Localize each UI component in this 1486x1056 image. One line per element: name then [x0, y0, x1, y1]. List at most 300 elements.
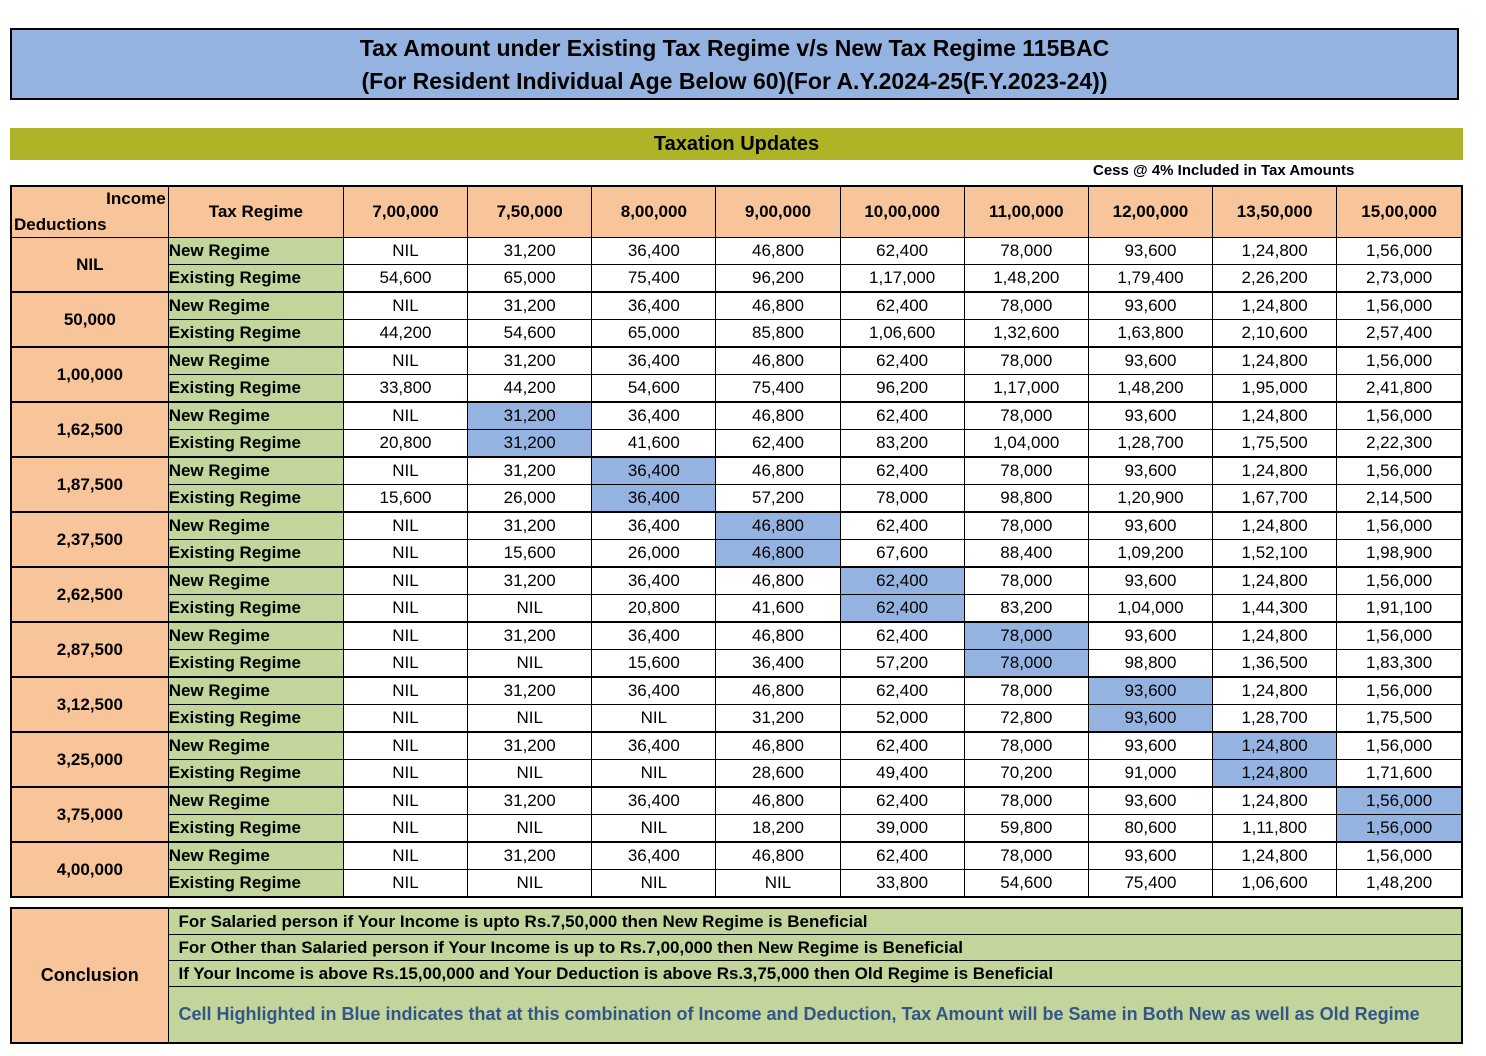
tax-value-cell: 1,56,000 [1337, 677, 1462, 705]
tax-value-cell: 1,56,000 [1337, 732, 1462, 760]
tax-value-cell: 1,24,800 [1213, 732, 1337, 760]
new-regime-label: New Regime [168, 457, 343, 485]
tax-value-cell: 36,400 [592, 842, 716, 870]
existing-regime-label: Existing Regime [168, 430, 343, 458]
tax-value-cell: 62,400 [840, 567, 964, 595]
income-header: 10,00,000 [840, 186, 964, 238]
corner-cell [11, 186, 168, 238]
tax-value-cell: 57,200 [716, 485, 840, 513]
tax-value-cell: 46,800 [716, 347, 840, 375]
tax-value-cell: 36,400 [592, 402, 716, 430]
conclusion-table [10, 907, 1463, 1044]
tax-value-cell: 1,56,000 [1337, 567, 1462, 595]
tax-value-cell: 28,600 [716, 760, 840, 788]
conclusion-line-2: For Other than Salaried person if Your Income is up to Rs.7,00,000 then New Regime is Beneficial [168, 935, 1462, 961]
tax-value-cell: 1,98,900 [1337, 540, 1462, 568]
table-row [11, 485, 1462, 513]
deduction-cell: 1,00,000 [11, 347, 168, 402]
tax-value-cell: 1,06,600 [1213, 870, 1337, 898]
tax-value-cell: 62,400 [840, 457, 964, 485]
tax-value-cell: 70,200 [964, 760, 1088, 788]
tax-value-cell: 20,800 [592, 595, 716, 623]
table-row [11, 787, 1462, 815]
existing-regime-label: Existing Regime [168, 595, 343, 623]
table-row [11, 430, 1462, 458]
tax-value-cell: 31,200 [468, 567, 592, 595]
tax-value-cell: NIL [343, 815, 467, 843]
tax-value-cell: 1,24,800 [1213, 292, 1337, 320]
tax-value-cell: NIL [343, 842, 467, 870]
tax-value-cell: 78,000 [840, 485, 964, 513]
existing-regime-label: Existing Regime [168, 650, 343, 678]
tax-value-cell: 31,200 [468, 787, 592, 815]
taxation-updates-banner: Taxation Updates [10, 128, 1463, 160]
tax-value-cell: 62,400 [840, 677, 964, 705]
tax-value-cell: 93,600 [1088, 677, 1212, 705]
tax-value-cell: NIL [343, 760, 467, 788]
tax-value-cell: 1,75,500 [1213, 430, 1337, 458]
tax-value-cell: 96,200 [716, 265, 840, 293]
tax-value-cell: 36,400 [592, 457, 716, 485]
tax-value-cell: NIL [343, 870, 467, 898]
tax-value-cell: 62,400 [840, 292, 964, 320]
tax-value-cell: 1,06,600 [840, 320, 964, 348]
tax-value-cell: 96,200 [840, 375, 964, 403]
tax-value-cell: 78,000 [964, 787, 1088, 815]
tax-value-cell: 36,400 [592, 622, 716, 650]
tax-value-cell: 26,000 [468, 485, 592, 513]
tax-value-cell: NIL [592, 870, 716, 898]
tax-value-cell: 1,56,000 [1337, 402, 1462, 430]
page-title [10, 28, 1459, 100]
tax-value-cell: 75,400 [1088, 870, 1212, 898]
tax-value-cell: NIL [343, 402, 467, 430]
tax-value-cell: 1,83,300 [1337, 650, 1462, 678]
new-regime-label: New Regime [168, 622, 343, 650]
tax-value-cell: 78,000 [964, 677, 1088, 705]
tax-value-cell: 1,75,500 [1337, 705, 1462, 733]
tax-value-cell: NIL [343, 512, 467, 540]
tax-value-cell: NIL [343, 238, 467, 265]
tax-value-cell: 1,11,800 [1213, 815, 1337, 843]
tax-value-cell: 62,400 [840, 842, 964, 870]
tax-value-cell: 1,56,000 [1337, 787, 1462, 815]
table-row [11, 595, 1462, 623]
tax-value-cell: 93,600 [1088, 402, 1212, 430]
tax-value-cell: NIL [343, 677, 467, 705]
conclusion-line-3: If Your Income is above Rs.15,00,000 and Your Deduction is above Rs.3,75,000 then Old Regime is Beneficial [168, 961, 1462, 987]
corner-deductions-label: Deductions [14, 215, 107, 234]
tax-value-cell: 26,000 [592, 540, 716, 568]
tax-value-cell: 1,04,000 [1088, 595, 1212, 623]
new-regime-label: New Regime [168, 842, 343, 870]
tax-value-cell: 46,800 [716, 842, 840, 870]
tax-value-cell: 65,000 [468, 265, 592, 293]
deduction-cell: NIL [11, 238, 168, 293]
tax-value-cell: 57,200 [840, 650, 964, 678]
tax-value-cell: NIL [343, 787, 467, 815]
tax-value-cell: 36,400 [592, 238, 716, 265]
tax-value-cell: 2,14,500 [1337, 485, 1462, 513]
income-header: 7,50,000 [468, 186, 592, 238]
new-regime-label: New Regime [168, 732, 343, 760]
tax-value-cell: 62,400 [840, 622, 964, 650]
tax-value-cell: NIL [343, 347, 467, 375]
tax-value-cell: NIL [343, 622, 467, 650]
existing-regime-label: Existing Regime [168, 320, 343, 348]
tax-value-cell: NIL [343, 457, 467, 485]
tax-value-cell: 2,26,200 [1213, 265, 1337, 293]
tax-value-cell: 36,400 [592, 732, 716, 760]
tax-value-cell: 1,17,000 [964, 375, 1088, 403]
tax-value-cell: 44,200 [343, 320, 467, 348]
tax-value-cell: 1,24,800 [1213, 402, 1337, 430]
tax-value-cell: NIL [343, 540, 467, 568]
tax-value-cell: 83,200 [964, 595, 1088, 623]
deduction-cell: 4,00,000 [11, 842, 168, 897]
tax-value-cell: 1,48,200 [1337, 870, 1462, 898]
corner-income-label: Income [106, 189, 166, 208]
tax-value-cell: NIL [343, 292, 467, 320]
table-row [11, 705, 1462, 733]
tax-value-cell: 46,800 [716, 540, 840, 568]
tax-value-cell: 46,800 [716, 512, 840, 540]
new-regime-label: New Regime [168, 292, 343, 320]
tax-value-cell: 62,400 [840, 595, 964, 623]
tax-value-cell: 15,600 [468, 540, 592, 568]
tax-value-cell: 1,24,800 [1213, 760, 1337, 788]
tax-value-cell: 49,400 [840, 760, 964, 788]
tax-value-cell: 1,56,000 [1337, 815, 1462, 843]
existing-regime-label: Existing Regime [168, 265, 343, 293]
table-row [11, 760, 1462, 788]
tax-value-cell: NIL [716, 870, 840, 898]
tax-value-cell: 46,800 [716, 567, 840, 595]
tax-value-cell: 1,56,000 [1337, 457, 1462, 485]
tax-value-cell: 44,200 [468, 375, 592, 403]
tax-value-cell: 52,000 [840, 705, 964, 733]
tax-value-cell: 31,200 [468, 457, 592, 485]
income-header: 15,00,000 [1337, 186, 1462, 238]
tax-value-cell: 59,800 [964, 815, 1088, 843]
tax-value-cell: 1,71,600 [1337, 760, 1462, 788]
tax-value-cell: 46,800 [716, 238, 840, 265]
deduction-cell: 2,87,500 [11, 622, 168, 677]
table-row [11, 265, 1462, 293]
tax-value-cell: 36,400 [592, 787, 716, 815]
deduction-cell: 1,87,500 [11, 457, 168, 512]
deduction-cell: 3,12,500 [11, 677, 168, 732]
tax-value-cell: 2,10,600 [1213, 320, 1337, 348]
new-regime-label: New Regime [168, 677, 343, 705]
tax-value-cell: 93,600 [1088, 238, 1212, 265]
deduction-cell: 2,62,500 [11, 567, 168, 622]
tax-value-cell: 46,800 [716, 622, 840, 650]
tax-value-cell: 31,200 [468, 732, 592, 760]
tax-value-cell: 91,000 [1088, 760, 1212, 788]
tax-value-cell: 93,600 [1088, 622, 1212, 650]
tax-value-cell: 1,56,000 [1337, 238, 1462, 265]
tax-value-cell: 15,600 [343, 485, 467, 513]
tax-value-cell: 1,28,700 [1213, 705, 1337, 733]
deduction-cell: 2,37,500 [11, 512, 168, 567]
tax-value-cell: 15,600 [592, 650, 716, 678]
tax-value-cell: 31,200 [716, 705, 840, 733]
tax-value-cell: 18,200 [716, 815, 840, 843]
tax-value-cell: 46,800 [716, 457, 840, 485]
tax-value-cell: 1,44,300 [1213, 595, 1337, 623]
tax-value-cell: 46,800 [716, 292, 840, 320]
income-header: 13,50,000 [1213, 186, 1337, 238]
table-row [11, 375, 1462, 403]
tax-value-cell: 1,63,800 [1088, 320, 1212, 348]
tax-value-cell: 46,800 [716, 787, 840, 815]
cess-note: Cess @ 4% Included in Tax Amounts [1093, 162, 1355, 179]
deduction-cell: 1,62,500 [11, 402, 168, 457]
tax-value-cell: 1,91,100 [1337, 595, 1462, 623]
tax-value-cell: 2,57,400 [1337, 320, 1462, 348]
tax-value-cell: 75,400 [592, 265, 716, 293]
existing-regime-label: Existing Regime [168, 485, 343, 513]
tax-value-cell: NIL [468, 870, 592, 898]
tax-value-cell: 88,400 [964, 540, 1088, 568]
tax-value-cell: 78,000 [964, 650, 1088, 678]
tax-value-cell: 1,56,000 [1337, 292, 1462, 320]
tax-value-cell: 36,400 [716, 650, 840, 678]
table-row [11, 238, 1462, 265]
tax-value-cell: 1,56,000 [1337, 842, 1462, 870]
tax-value-cell: 54,600 [468, 320, 592, 348]
tax-value-cell: 2,22,300 [1337, 430, 1462, 458]
table-row [11, 677, 1462, 705]
tax-value-cell: 1,36,500 [1213, 650, 1337, 678]
deduction-cell: 3,75,000 [11, 787, 168, 842]
tax-value-cell: 36,400 [592, 512, 716, 540]
tax-value-cell: 62,400 [840, 787, 964, 815]
tax-value-cell: 31,200 [468, 347, 592, 375]
income-header: 8,00,000 [592, 186, 716, 238]
tax-value-cell: 54,600 [964, 870, 1088, 898]
tax-value-cell: 36,400 [592, 567, 716, 595]
tax-value-cell: 1,48,200 [964, 265, 1088, 293]
tax-value-cell: 78,000 [964, 622, 1088, 650]
tax-value-cell: 93,600 [1088, 457, 1212, 485]
existing-regime-label: Existing Regime [168, 760, 343, 788]
tax-value-cell: 85,800 [716, 320, 840, 348]
tax-value-cell: 20,800 [343, 430, 467, 458]
tax-value-cell: 1,56,000 [1337, 512, 1462, 540]
deduction-cell: 3,25,000 [11, 732, 168, 787]
tax-value-cell: 93,600 [1088, 787, 1212, 815]
tax-value-cell: NIL [343, 732, 467, 760]
tax-value-cell: 93,600 [1088, 512, 1212, 540]
tax-value-cell: 72,800 [964, 705, 1088, 733]
tax-value-cell: 1,24,800 [1213, 238, 1337, 265]
tax-value-cell: 41,600 [716, 595, 840, 623]
tax-value-cell: 78,000 [964, 732, 1088, 760]
tax-value-cell: NIL [592, 815, 716, 843]
tax-value-cell: 1,56,000 [1337, 622, 1462, 650]
tax-value-cell: 78,000 [964, 347, 1088, 375]
new-regime-label: New Regime [168, 347, 343, 375]
tax-value-cell: 75,400 [716, 375, 840, 403]
table-row [11, 402, 1462, 430]
tax-value-cell: 78,000 [964, 842, 1088, 870]
new-regime-label: New Regime [168, 787, 343, 815]
tax-value-cell: 1,17,000 [840, 265, 964, 293]
new-regime-label: New Regime [168, 238, 343, 265]
tax-value-cell: 1,24,800 [1213, 842, 1337, 870]
tax-value-cell: 1,67,700 [1213, 485, 1337, 513]
tax-value-cell: 93,600 [1088, 567, 1212, 595]
tax-value-cell: 31,200 [468, 622, 592, 650]
tax-value-cell: 31,200 [468, 430, 592, 458]
tax-value-cell: 78,000 [964, 512, 1088, 540]
tax-value-cell: 1,24,800 [1213, 677, 1337, 705]
tax-value-cell: 31,200 [468, 512, 592, 540]
tax-value-cell: 1,24,800 [1213, 347, 1337, 375]
table-row [11, 292, 1462, 320]
tax-value-cell: 78,000 [964, 402, 1088, 430]
tax-value-cell: 1,24,800 [1213, 787, 1337, 815]
conclusion-line-1: For Salaried person if Your Income is upto Rs.7,50,000 then New Regime is Beneficial [168, 908, 1462, 935]
tax-value-cell: 2,73,000 [1337, 265, 1462, 293]
tax-value-cell: 62,400 [840, 732, 964, 760]
table-row [11, 567, 1462, 595]
income-header: 11,00,000 [964, 186, 1088, 238]
tax-value-cell: 93,600 [1088, 842, 1212, 870]
tax-value-cell: NIL [468, 650, 592, 678]
title-line-2: (For Resident Individual Age Below 60)(For A.Y.2024-25(F.Y.2023-24)) [361, 68, 1108, 94]
existing-regime-label: Existing Regime [168, 815, 343, 843]
tax-value-cell: NIL [592, 760, 716, 788]
existing-regime-label: Existing Regime [168, 705, 343, 733]
tax-value-cell: 46,800 [716, 732, 840, 760]
tax-value-cell: 1,24,800 [1213, 567, 1337, 595]
tax-value-cell: 36,400 [592, 292, 716, 320]
tax-value-cell: 1,24,800 [1213, 512, 1337, 540]
tax-value-cell: 54,600 [343, 265, 467, 293]
tax-value-cell: 36,400 [592, 485, 716, 513]
tax-value-cell: 31,200 [468, 842, 592, 870]
tax-value-cell: NIL [468, 815, 592, 843]
tax-value-cell: 1,20,900 [1088, 485, 1212, 513]
tax-value-cell: 1,09,200 [1088, 540, 1212, 568]
header-row [11, 186, 1462, 238]
tax-value-cell: 46,800 [716, 677, 840, 705]
tax-value-cell: 83,200 [840, 430, 964, 458]
tax-value-cell: 93,600 [1088, 732, 1212, 760]
tax-value-cell: 31,200 [468, 292, 592, 320]
tax-value-cell: NIL [592, 705, 716, 733]
income-header: 7,00,000 [343, 186, 467, 238]
table-row [11, 512, 1462, 540]
tax-value-cell: 1,79,400 [1088, 265, 1212, 293]
tax-value-cell: 36,400 [592, 347, 716, 375]
tax-value-cell: 39,000 [840, 815, 964, 843]
tax-value-cell: NIL [468, 595, 592, 623]
tax-value-cell: 1,32,600 [964, 320, 1088, 348]
tax-value-cell: 62,400 [840, 512, 964, 540]
tax-value-cell: 78,000 [964, 567, 1088, 595]
tax-value-cell: 93,600 [1088, 292, 1212, 320]
tax-value-cell: NIL [468, 705, 592, 733]
tax-value-cell: 31,200 [468, 677, 592, 705]
income-header: 12,00,000 [1088, 186, 1212, 238]
tax-value-cell: 33,800 [840, 870, 964, 898]
existing-regime-label: Existing Regime [168, 540, 343, 568]
table-row [11, 732, 1462, 760]
table-row [11, 347, 1462, 375]
tax-value-cell: NIL [343, 595, 467, 623]
table-row [11, 815, 1462, 843]
tax-value-cell: 33,800 [343, 375, 467, 403]
tax-value-cell: 2,41,800 [1337, 375, 1462, 403]
tax-value-cell: 80,600 [1088, 815, 1212, 843]
tax-value-cell: 62,400 [840, 238, 964, 265]
tax-value-cell: 1,52,100 [1213, 540, 1337, 568]
tax-value-cell: 1,04,000 [964, 430, 1088, 458]
title-line-1: Tax Amount under Existing Tax Regime v/s New Tax Regime 115BAC [359, 35, 1110, 61]
tax-value-cell: 31,200 [468, 402, 592, 430]
tax-value-cell: 62,400 [840, 402, 964, 430]
existing-regime-label: Existing Regime [168, 375, 343, 403]
tax-value-cell: 62,400 [840, 347, 964, 375]
tax-value-cell: 41,600 [592, 430, 716, 458]
tax-value-cell: 78,000 [964, 292, 1088, 320]
tax-value-cell: 31,200 [468, 238, 592, 265]
tax-value-cell: 54,600 [592, 375, 716, 403]
tax-value-cell: NIL [343, 650, 467, 678]
table-row [11, 320, 1462, 348]
tax-value-cell: 1,48,200 [1088, 375, 1212, 403]
tax-value-cell: 1,95,000 [1213, 375, 1337, 403]
tax-value-cell: 67,600 [840, 540, 964, 568]
tax-value-cell: 1,28,700 [1088, 430, 1212, 458]
tax-value-cell: 78,000 [964, 238, 1088, 265]
tax-value-cell: 1,56,000 [1337, 347, 1462, 375]
tax-value-cell: NIL [468, 760, 592, 788]
existing-regime-label: Existing Regime [168, 870, 343, 898]
table-row [11, 622, 1462, 650]
tax-value-cell: 1,24,800 [1213, 457, 1337, 485]
tax-value-cell: 36,400 [592, 677, 716, 705]
tax-value-cell: NIL [343, 705, 467, 733]
new-regime-label: New Regime [168, 402, 343, 430]
conclusion-label: Conclusion [11, 908, 168, 1043]
tax-value-cell: 93,600 [1088, 347, 1212, 375]
new-regime-label: New Regime [168, 512, 343, 540]
tax-comparison-table [10, 185, 1463, 898]
tax-value-cell: 98,800 [1088, 650, 1212, 678]
tax-regime-header: Tax Regime [168, 186, 343, 238]
tax-value-cell: 1,24,800 [1213, 622, 1337, 650]
table-row [11, 650, 1462, 678]
new-regime-label: New Regime [168, 567, 343, 595]
table-row [11, 870, 1462, 898]
tax-value-cell: 93,600 [1088, 705, 1212, 733]
tax-value-cell: 65,000 [592, 320, 716, 348]
tax-value-cell: 78,000 [964, 457, 1088, 485]
highlight-note: Cell Highlighted in Blue indicates that at this combination of Income and Deduction, Tax Amount will be Same in Both New as well as Old Regime [168, 987, 1462, 1044]
tax-value-cell: NIL [343, 567, 467, 595]
deduction-cell: 50,000 [11, 292, 168, 347]
table-row [11, 457, 1462, 485]
income-header: 9,00,000 [716, 186, 840, 238]
tax-value-cell: 98,800 [964, 485, 1088, 513]
tax-value-cell: 46,800 [716, 402, 840, 430]
table-row [11, 842, 1462, 870]
